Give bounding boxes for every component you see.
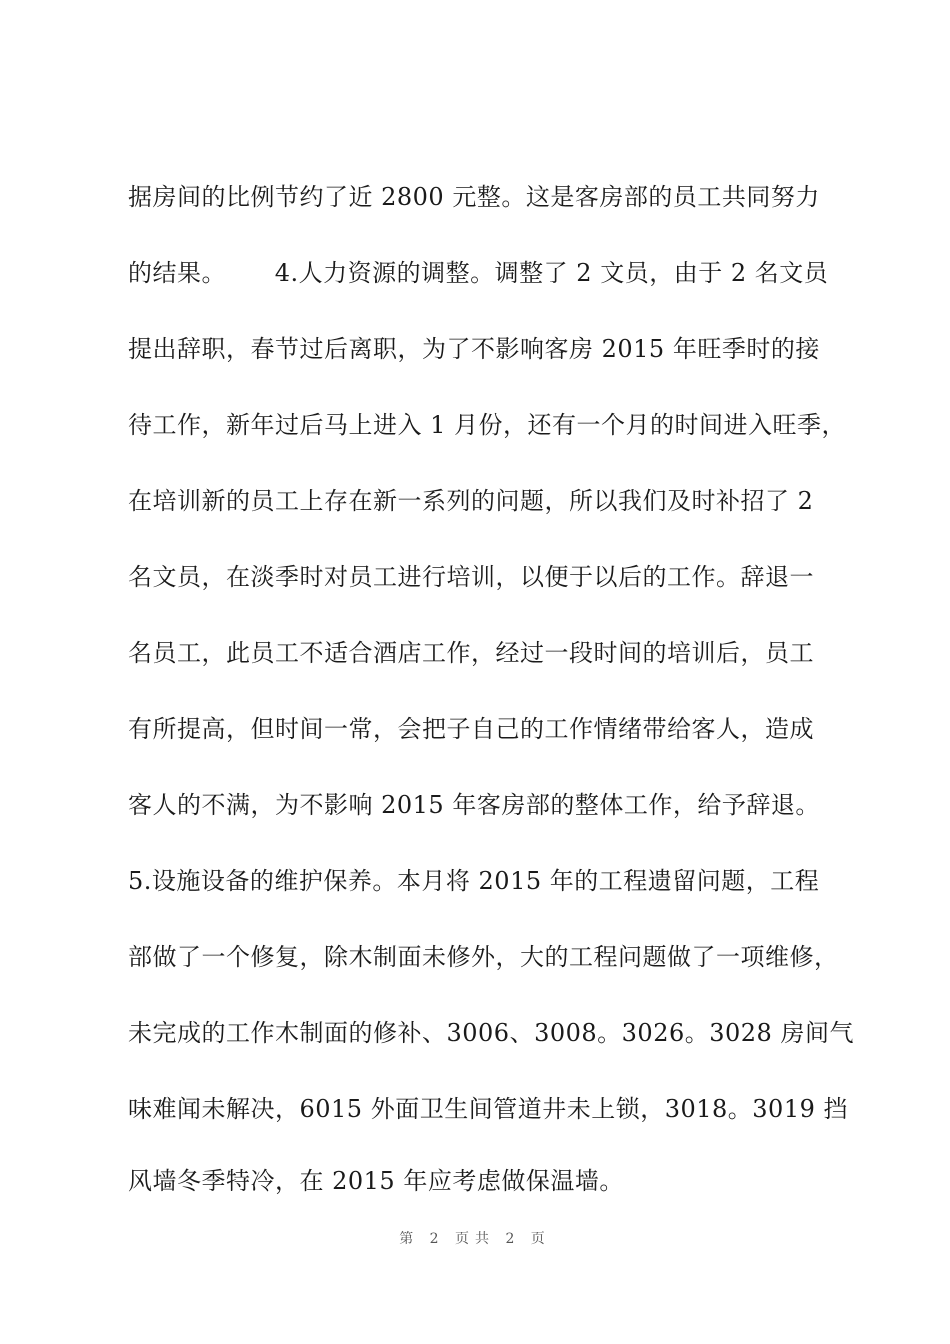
body-line-4: 待工作，新年过后马上进入 1 月份，还有一个月的时间进入旺季， xyxy=(128,411,847,439)
body-line-13: 味难闻未解决，6015 外面卫生间管道井未上锁，3018。3019 挡 xyxy=(128,1095,848,1123)
body-line-6: 名文员，在淡季时对员工进行培训，以便于以后的工作。辞退一 xyxy=(128,563,814,591)
body-line-10: 5.设施设备的维护保养。本月将 2015 年的工程遗留问题，工程 xyxy=(128,867,820,895)
body-line-11: 部做了一个修复，除木制面未修外，大的工程问题做了一项维修， xyxy=(128,943,839,971)
body-line-14: 风墙冬季特冷，在 2015 年应考虑做保温墙。 xyxy=(128,1167,624,1195)
page-number-footer: 第 2 页共 2 页 xyxy=(399,1231,551,1247)
body-line-8: 有所提高，但时间一常，会把子自己的工作情绪带给客人，造成 xyxy=(128,715,814,743)
body-line-7: 名员工，此员工不适合酒店工作，经过一段时间的培训后，员工 xyxy=(128,639,814,667)
body-line-12: 未完成的工作木制面的修补、3006、3008。3026。3028 房间气 xyxy=(128,1019,854,1047)
body-line-2: 的结果。 4.人力资源的调整。调整了 2 文员，由于 2 名文员 xyxy=(128,259,829,287)
body-line-9: 客人的不满，为不影响 2015 年客房部的整体工作，给予辞退。 xyxy=(128,791,820,819)
body-line-5: 在培训新的员工上存在新一系列的问题，所以我们及时补招了 2 xyxy=(128,487,814,515)
body-line-1: 据房间的比例节约了近 2800 元整。这是客房部的员工共同努力 xyxy=(128,183,820,211)
body-line-3: 提出辞职，春节过后离职，为了不影响客房 2015 年旺季时的接 xyxy=(128,335,820,363)
